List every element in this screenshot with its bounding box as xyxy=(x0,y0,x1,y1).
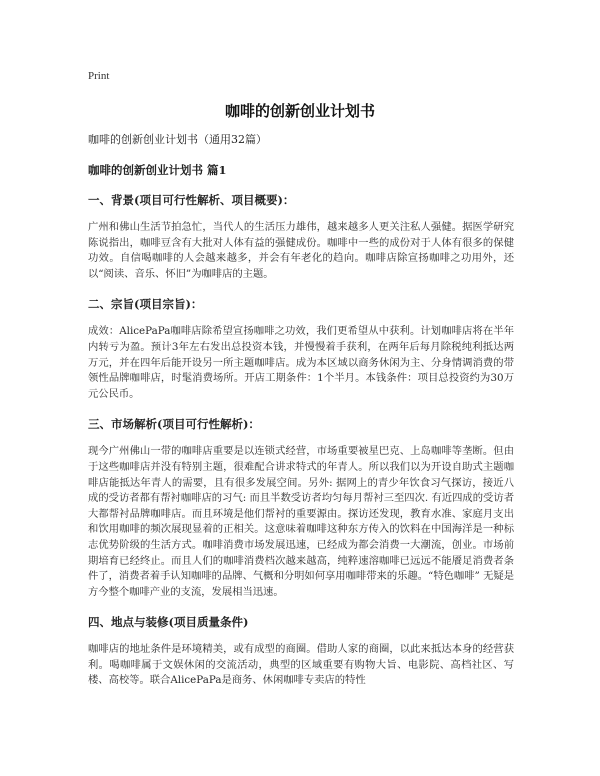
section-paragraph: 成效：AlicePaPa咖啡店除希望宣扬咖啡之功效，我们更希望从中获利。计划咖啡店将在半年内转亏为盈。预计3年左右发出总投资本钱，并慢慢着手获利，在两年后每月除税纯利抵达两万元，并在四年后能开设另一所主题咖啡店。成为本区域以商务休闲为主、分身情调消费的带领性品牌咖啡店，时髦消费场所。开店工期条件：1个半月。本钱条件：项目总投资约为30万元公民币。 xyxy=(88,325,514,400)
document-subtitle: 咖啡的创新创业计划书（通用32篇） xyxy=(88,133,267,146)
section-market-analysis xyxy=(88,416,514,600)
section-heading: 二、宗旨(项目宗旨)： xyxy=(88,297,203,312)
section-paragraph: 现今广州佛山一带的咖啡店重要是以连锁式经营，市场重要被星巴克、上岛咖啡等垄断。但由于这些咖啡店并没有特别主题，很难配合讲求特式的年青人。所以我们以为开设自助式主题咖啡店能抵达年青人的需要，且有很多发展空间。另外: 据网上的青少年饮食习气探访，接近八成的受访者都有帮衬咖啡店的习气: 而且半数受访者均匀每月帮衬三至四次. 有近四成的受访者大都帮衬品牌咖啡店。而且环境是他们帮衬的重要源由。探访还发现，教育水准、家庭月支出和饮用咖啡的频次展现显着的正相关。这意味着咖啡这种东方传入的饮料在中国海洋是一种标志优势阶级的生活方式。咖啡消费市场发展迅速，已经成为都会消费一大潮流，创业。市场前期培育已经终止。而且人们的咖啡消费档次越来越高，纯粹速溶咖啡已远远不能餍足消费者条件了，消费者着手认知咖啡的品牌、气概和分明如何享用咖啡带来的乐趣。“特色咖啡” 无疑是方今整个咖啡产业的支流，发展相当迅速。 xyxy=(88,445,514,598)
chapter-heading: 咖啡的创新创业计划书 篇1 xyxy=(88,163,227,177)
print-label[interactable]: Print xyxy=(88,70,110,82)
document-title: 咖啡的创新创业计划书 xyxy=(224,102,375,120)
section-paragraph: 咖啡店的地址条件是环境精美，或有成型的商圈。借助人家的商圈，以此来抵达本身的经营获利。喝咖啡属于文娱休闲的交流活动，典型的区域重要有购物大旨、电影院、高档社区、写楼、高校等。联合AlicePaPa是商务、休闲咖啡专卖店的特性 xyxy=(88,643,514,687)
section-heading: 四、地点与装修(项目质量条件) xyxy=(88,615,249,630)
section-heading: 一、背景(项目可行性解析、项目概要)： xyxy=(88,193,295,207)
section-heading: 三、市场解析(项目可行性解析)： xyxy=(88,417,260,432)
section-background xyxy=(88,192,514,282)
section-paragraph: 广州和佛山生活节拍急忙，当代人的生活压力雄伟，越来越多人更关注私人强健。据医学研究陈说指出，咖啡豆含有大批对人体有益的强健成份。咖啡中一些的成份对于人体有很多的保健功效。自信喝咖啡的人会越来越多，并会有年老化的趋向。咖啡店除宣扬咖啡之功用外，还以“阅读、音乐、怀旧”为咖啡店的主题。 xyxy=(88,221,514,280)
document-content xyxy=(88,132,514,703)
section-purpose xyxy=(88,296,514,402)
section-location-decoration xyxy=(88,614,514,689)
